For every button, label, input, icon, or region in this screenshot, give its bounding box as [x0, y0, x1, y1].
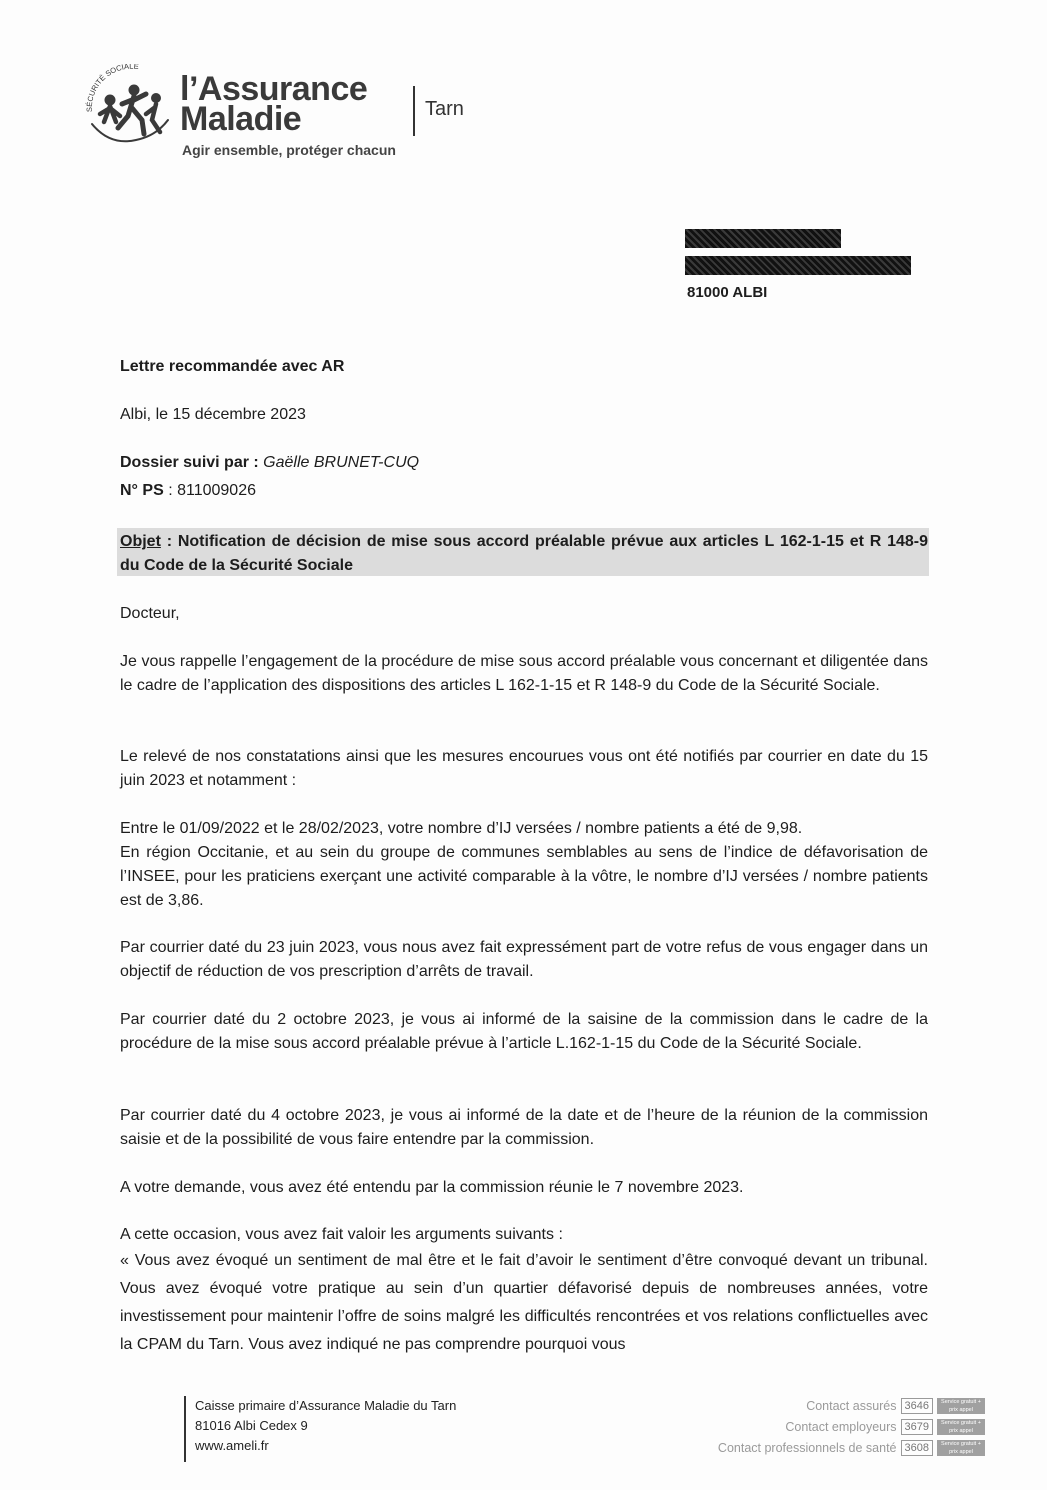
paragraph-9: A cette occasion, vous avez fait valoir les arguments suivants :: [120, 1226, 563, 1243]
paragraph-1: Je vous rappelle l’engagement de la procédure de mise sous accord préalable vous concernant et diligentée dans le cadre de l’application des dispositions des articles L 162-1-15 et R 148-9 du Code de la Sécurité Sociale.: [120, 653, 928, 694]
contact-number: 3679: [901, 1419, 933, 1435]
salutation: Docteur,: [120, 605, 180, 622]
contact-row-professionnels: [718, 1439, 985, 1457]
contact-number: 3608: [901, 1440, 933, 1456]
service-gratuit-badge: Service gratuit + prix appel: [937, 1440, 985, 1456]
service-gratuit-badge: Service gratuit + prix appel: [937, 1398, 985, 1414]
recipient-city: 81000 ALBI: [687, 284, 768, 301]
paragraph-2: Le relevé de nos constatations ainsi que les mesures encourues vous ont été notifiés par courrier en date du 15 juin 2023 et notamment :: [120, 748, 928, 789]
contact-label: Contact assurés: [806, 1399, 897, 1413]
securite-sociale-logo: [80, 64, 180, 148]
dossier-label: Dossier suivi par :: [120, 454, 259, 471]
contact-label: Contact employeurs: [785, 1420, 897, 1434]
contact-label: Contact professionnels de santé: [717, 1441, 897, 1455]
contact-row-assures: [806, 1397, 985, 1415]
objet-label: Objet: [120, 533, 161, 550]
paragraph-3: Entre le 01/09/2022 et le 28/02/2023, votre nombre d’IJ versées / nombre patients a été de 9,98.: [120, 820, 803, 837]
paragraph-5: Par courrier daté du 23 juin 2023, vous nous avez fait expressément part de votre refus de vous engager dans un objectif de réduction de vos prescription d’arrêts de travail.: [120, 939, 928, 980]
redacted-name: [685, 229, 841, 248]
paragraph-8: A votre demande, vous avez été entendu par la commission réunie le 7 novembre 2023.: [120, 1179, 744, 1196]
brand-tagline: Agir ensemble, protéger chacun: [182, 142, 396, 158]
brand-line-2: Maladie: [180, 100, 302, 138]
place-date: Albi, le 15 décembre 2023: [120, 406, 306, 423]
footer-website: www.ameli.fr: [195, 1438, 269, 1453]
footer-org: Caisse primaire d’Assurance Maladie du Tarn: [195, 1398, 457, 1413]
footer-address: [195, 1396, 456, 1456]
footer-city: 81016 Albi Cedex 9: [195, 1418, 308, 1433]
paragraph-7: Par courrier daté du 4 octobre 2023, je vous ai informé de la date et de l’heure de la réunion de la commission saisie et de la possibilité de vous faire entendre par la commission.: [120, 1107, 928, 1148]
header-divider: [413, 86, 415, 136]
brand-line-1: l’Assurance: [180, 70, 368, 108]
ps-line: [120, 479, 928, 503]
department-label: Tarn: [425, 98, 464, 120]
dossier-line: [120, 451, 928, 475]
letter-mode: Lettre recommandée avec AR: [120, 358, 345, 375]
contact-row-employeurs: [785, 1418, 985, 1436]
objet-line: [120, 530, 928, 578]
redacted-address: [685, 256, 911, 275]
logo-arc-text: SÉCURITÉ SOCIALE: [84, 64, 140, 113]
service-gratuit-badge: Service gratuit + prix appel: [937, 1419, 985, 1435]
objet-text: : Notification de décision de mise sous accord préalable prévue aux articles L 162-1-15 et R 148-9 du Code de la Sécurité Sociale: [120, 533, 928, 574]
paragraph-10: « Vous avez évoqué un sentiment de mal être et le fait d’avoir le sentiment d’être convoqué devant un tribunal. Vous avez évoqué votre pratique au sein d’un quartier défavorisé depuis de nombreuses années, votre investissement pour maintenir l’offre de soins malgré les difficultés rencontrées et vos relations conflictuelles avec la CPAM du Tarn. Vous avez indiqué ne pas comprendre pourquoi vous: [120, 1252, 928, 1353]
dossier-name: Gaëlle BRUNET-CUQ: [263, 454, 420, 471]
ps-label: N° PS: [120, 482, 164, 499]
paragraph-6: Par courrier daté du 2 octobre 2023, je vous ai informé de la saisine de la commission dans le cadre de la procédure de la mise sous accord préalable prévue à l’article L.162-1-15 du Code de la Sécurité Sociale.: [120, 1011, 928, 1052]
contact-number: 3646: [901, 1398, 933, 1414]
ps-value: : 811009026: [168, 482, 256, 499]
brand-name: [180, 70, 368, 138]
paragraph-4: En région Occitanie, et au sein du groupe de communes semblables au sens de l’indice de défavorisation de l’INSEE, pour les praticiens exerçant une activité comparable à la vôtre, le nombre d’IJ versées / nombre patients est de 3,86.: [120, 844, 928, 909]
footer-divider: [184, 1396, 186, 1462]
